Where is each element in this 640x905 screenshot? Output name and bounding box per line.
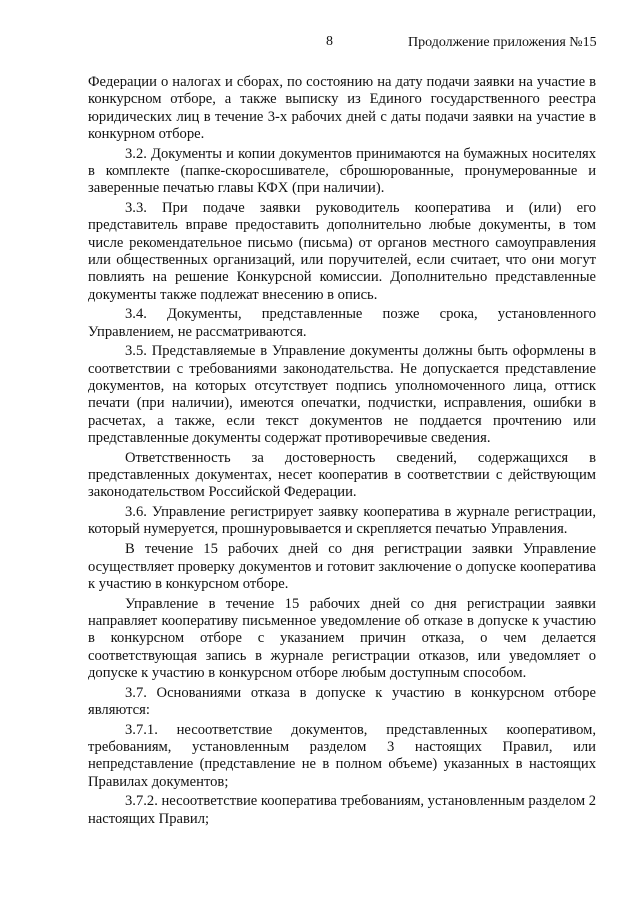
paragraph-notification: Управление в течение 15 рабочих дней со дня регистрации заявки направляет кооперативу письменное уведомление об отказе в допуске к участию в конкурсном отборе с указанием причин отказа, о чем делается соответствующая запись в журнале регистрации отказов, или уведомляет о допуске к участию в конкурсном отборе любым доступным способом. — [88, 595, 596, 681]
paragraph-3-6: 3.6. Управление регистрирует заявку кооператива в журнале регистрации, который нумеруется, прошнуровывается и скрепляется печатью Управления. — [88, 504, 596, 538]
document-body — [88, 74, 596, 828]
paragraph-3-4: 3.4. Документы, представленные позже срока, установленного Управлением, не рассматриваются. — [88, 306, 596, 340]
paragraph-continuation: Федерации о налогах и сборах, по состоянию на дату подачи заявки на участие в конкурсном отборе, а также выписку из Единого государственного реестра юридических лиц в течение 3-х рабочих дней с даты подачи заявки на участие в конкурном отборе. — [88, 74, 596, 142]
paragraph-3-7-2: 3.7.2. несоответствие кооператива требованиям, установленным разделом 2 настоящих Правил; — [88, 793, 596, 827]
paragraph-3-3: 3.3. При подаче заявки руководитель кооператива и (или) его представитель вправе предоставить дополнительно любые документы, в том числе рекомендательное письмо (письма) от органов местного самоуправления или общественных организаций, или поручителей, если считает, что они могут повлиять на решение Конкурсной комиссии. Дополнительно представленные документы также подлежат внесению в опись. — [88, 200, 596, 303]
appendix-header: Продолжение приложения №15 — [408, 35, 597, 50]
page-number: 8 — [326, 34, 333, 49]
paragraph-3-5: 3.5. Представляемые в Управление документы должны быть оформлены в соответствии с требованиями законодательства. Не допускается представление документов, на которых отсутствует подпись уполномоченного лица, оттиск печати (при наличии), имеются опечатки, подчистки, исправления, ошибки в расчетах, а также, если текст документов не поддается прочтению или представленные документы содержат противоречивые сведения. — [88, 343, 596, 446]
paragraph-responsibility: Ответственность за достоверность сведений, содержащихся в представленных документах, несет кооператив в соответствии с действующим законодательством Российской Федерации. — [88, 449, 596, 501]
paragraph-review-period: В течение 15 рабочих дней со дня регистрации заявки Управление осуществляет проверку документов и готовит заключение о допуске кооператива к участию в конкурсном отборе. — [88, 541, 596, 592]
paragraph-3-2: 3.2. Документы и копии документов принимаются на бумажных носителях в комплекте (папке-скоросшивателе, сброшюрованные, пронумерованные и заверенные печатью главы КФХ (при наличии). — [88, 145, 596, 197]
paragraph-3-7: 3.7. Основаниями отказа в допуске к участию в конкурсном отборе являются: — [88, 684, 596, 718]
paragraph-3-7-1: 3.7.1. несоответствие документов, представленных кооперативом, требованиям, установленным разделом 3 настоящих Правил, или непредставление (представление не в полном объеме) указанных в настоящих Правилах документов; — [88, 721, 596, 790]
